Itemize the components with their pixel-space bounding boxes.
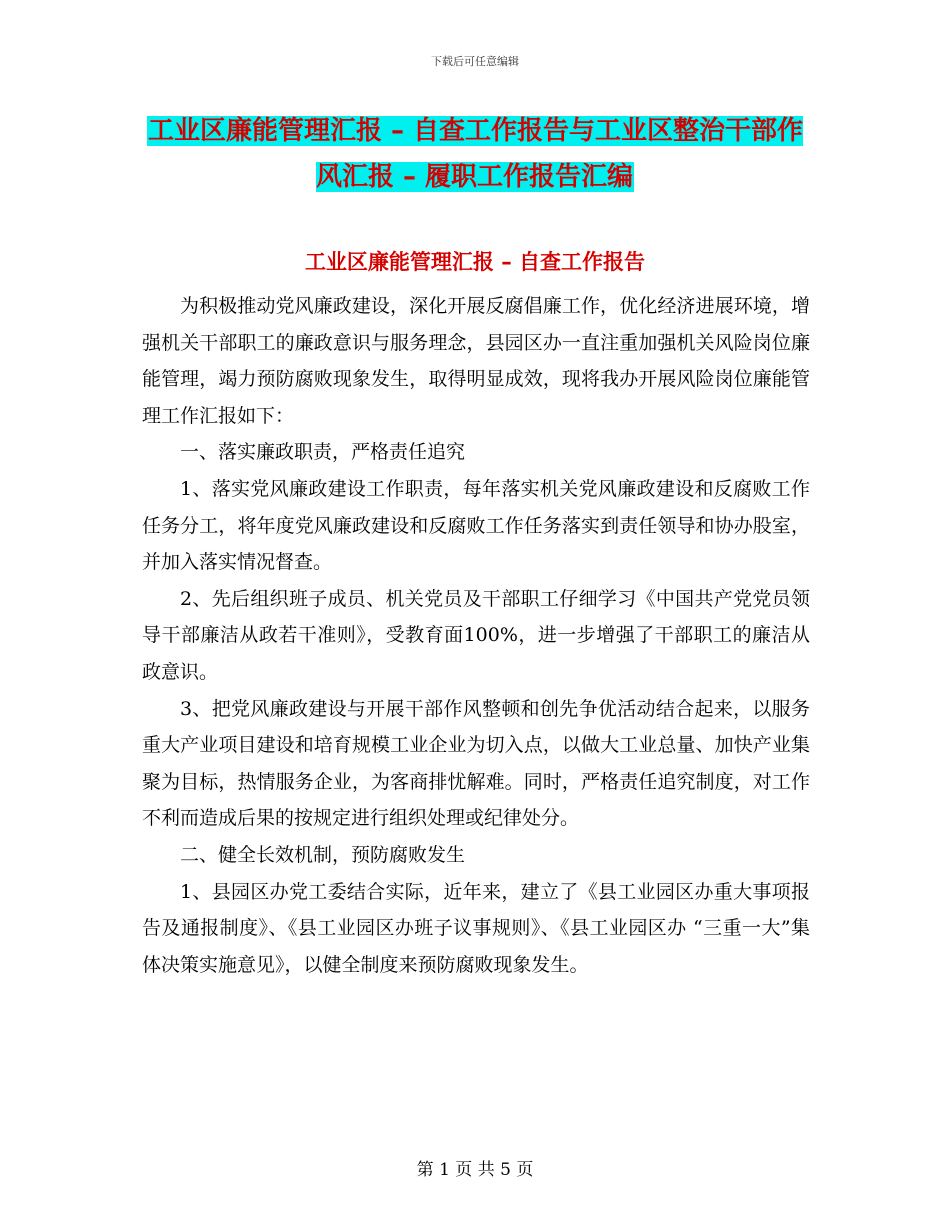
paragraph-2-1: 1、县园区办党工委结合实际，近年来，建立了《县工业园区办重大事项报告及通报制度》、《县工业园区办班子议事规则》、《县工业园区办 “三重一大”集体决策实施意见》，以健全制度来预防腐败现象发生。 [142,880,810,976]
page-footer: 第 1 页 共 5 页 [416,1160,534,1180]
paragraph-intro: 为积极推动党风廉政建设，深化开展反腐倡廉工作，优化经济进展环境，增强机关干部职工的廉政意识与服务理念，县园区办一直注重加强机关风险岗位廉能管理，竭力预防腐败现象发生，取得明显成效，现将我办开展风险岗位廉能管理工作汇报如下： [142,295,810,427]
paragraph-1-1: 1、落实党风廉政建设工作职责，每年落实机关党风廉政建设和反腐败工作任务分工，将年度党风廉政建设和反腐败工作任务落实到责任领导和协办股室，并加入落实情况督查。 [142,477,810,574]
body-text [142,288,810,983]
paragraph-1-3: 3、把党风廉政建设与开展干部作风整顿和创先争优活动结合起来，以服务重大产业项目建设和培育规模工业企业为切入点，以做大工业总量、加快产业集聚为目标，热情服务企业，为客商排忧解难。同时，严格责任追究制度，对工作不利而造成后果的按规定进行组织处理或纪律处分。 [142,697,810,830]
section-title: 工业区廉能管理汇报 – 自查工作报告 [304,250,646,274]
document-title-text: 工业区廉能管理汇报 – 自查工作报告与工业区整治干部作风汇报 – 履职工作报告汇编 [147,116,804,192]
heading-section-1: 一、落实廉政职责，严格责任追究 [180,441,466,464]
heading-section-2: 二、健全长效机制，预防腐败发生 [180,843,466,866]
header-note: 下载后可任意编辑 [431,55,519,68]
document-title [140,108,810,200]
paragraph-1-2: 2、先后组织班子成员、机关党员及干部职工仔细学习《中国共产党党员领导干部廉洁从政若干准则》，受教育面100%，进一步增强了干部职工的廉洁从政意识。 [142,587,810,683]
